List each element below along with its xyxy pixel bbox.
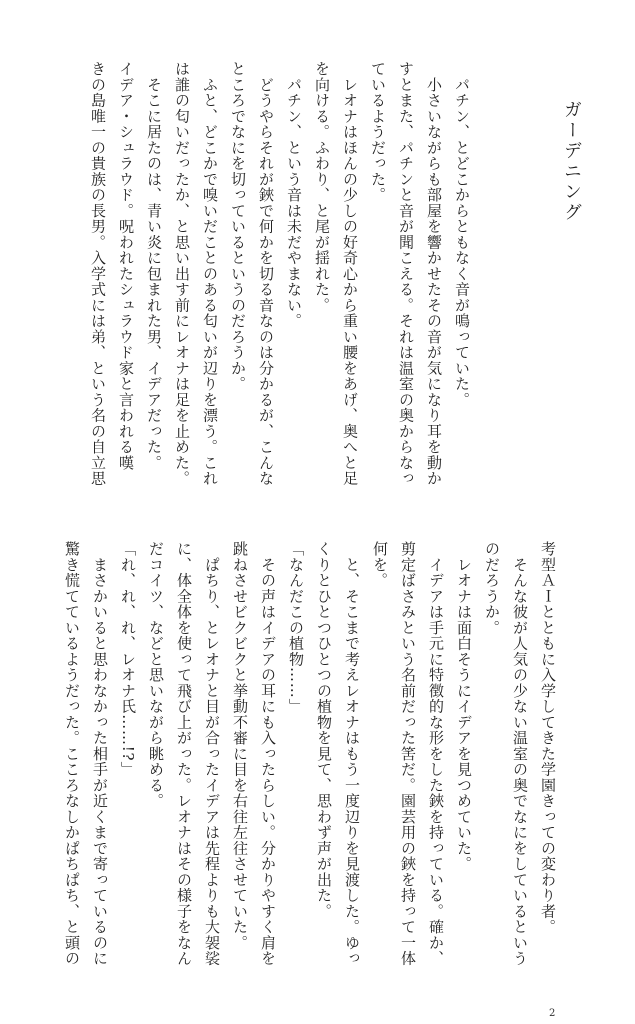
- text-line: すとまた、パチンと音が聞こえる。それは温室の奥からなっ: [397, 61, 415, 487]
- text-line: パチン、とどこからともなく音が鳴っていた。: [453, 61, 471, 408]
- text-line: 驚き慌てているようだった。こころなしかぱちぱち、と頭の: [63, 541, 81, 967]
- text-line: だコイツ、などと思いながら眺める。: [147, 541, 165, 809]
- text-line: きの島唯一の貴族の長男。入学式には弟、という名の自立思: [89, 61, 107, 487]
- text-line: レオナは面白そうにイデアを見つめていた。: [455, 541, 473, 872]
- text-line: 考型ＡＩとともに入学してきた学園きっての変わり者。: [539, 541, 557, 935]
- text-line: に、体全体を使って飛び上がった。レオナはその様子をなん: [175, 541, 193, 967]
- text-line: パチン、という音は未だやまない。: [285, 61, 303, 329]
- text-line: のだろうか。: [483, 541, 501, 636]
- text-line: は誰の匂いだったか、と思い出す前にレオナは足を止めた。: [173, 61, 191, 487]
- text-line: 何を。: [371, 541, 389, 589]
- text-block-top: [84, 61, 476, 491]
- text-line: ているようだった。: [369, 61, 387, 203]
- text-line: 「なんだこの植物……」: [287, 541, 305, 715]
- text-line: ふと、どこかで嗅いだことのある匂いが辺りを漂う。これ: [201, 61, 219, 487]
- text-line: まさかいると思わなかった相手が近くまで寄っているのに: [91, 541, 109, 967]
- page-number: 2: [549, 1008, 556, 1019]
- text-line: イデア・シュラウド。呪われたシュラウド家と言われる嘆: [117, 61, 135, 471]
- text-line: どうやらそれが鋏で何かを切る音なのは分かるが、こんな: [257, 61, 275, 487]
- text-line: くりとひとつひとつの植物を見て、思わず声が出た。: [315, 541, 333, 919]
- text-line: と、そこまで考えレオナはもう一度辺りを見渡した。ゆっ: [343, 541, 361, 967]
- text-line: 小さいながらも部屋を響かせたその音が気になり耳を動か: [425, 61, 443, 487]
- text-line: 「れ、れ、れ、レオナ氏……!?」: [119, 541, 137, 778]
- chapter-title: ガーデニング: [561, 100, 582, 223]
- text-line: を向ける。ふわり、と尾が揺れた。: [313, 61, 331, 313]
- text-line: レオナはほんの少しの好奇心から重い腰をあげ、奥へと足: [341, 61, 359, 487]
- text-line: そんな彼が人気の少ない温室の奥でなにをしているという: [511, 541, 529, 967]
- text-line: その声はイデアの耳にも入ったらしい。分かりやすく肩を: [259, 541, 277, 967]
- text-line: 剪定ばさみという名前だった筈だ。園芸用の鋏を持って一体: [399, 541, 417, 967]
- text-block-bottom: [58, 541, 562, 971]
- text-line: ぱちり、とレオナと目が合ったイデアは先程よりも大袈裟: [203, 541, 221, 967]
- text-line: 跳ねさせビクビクと挙動不審に目を右往左往させていた。: [231, 541, 249, 951]
- text-line: イデアは手元に特徴的な形をした鋏を持っている。確か、: [427, 541, 445, 967]
- text-line: ところでなにを切っているというのだろうか。: [229, 61, 247, 392]
- text-line: そこに居たのは、青い炎に包まれた男、イデアだった。: [145, 61, 163, 471]
